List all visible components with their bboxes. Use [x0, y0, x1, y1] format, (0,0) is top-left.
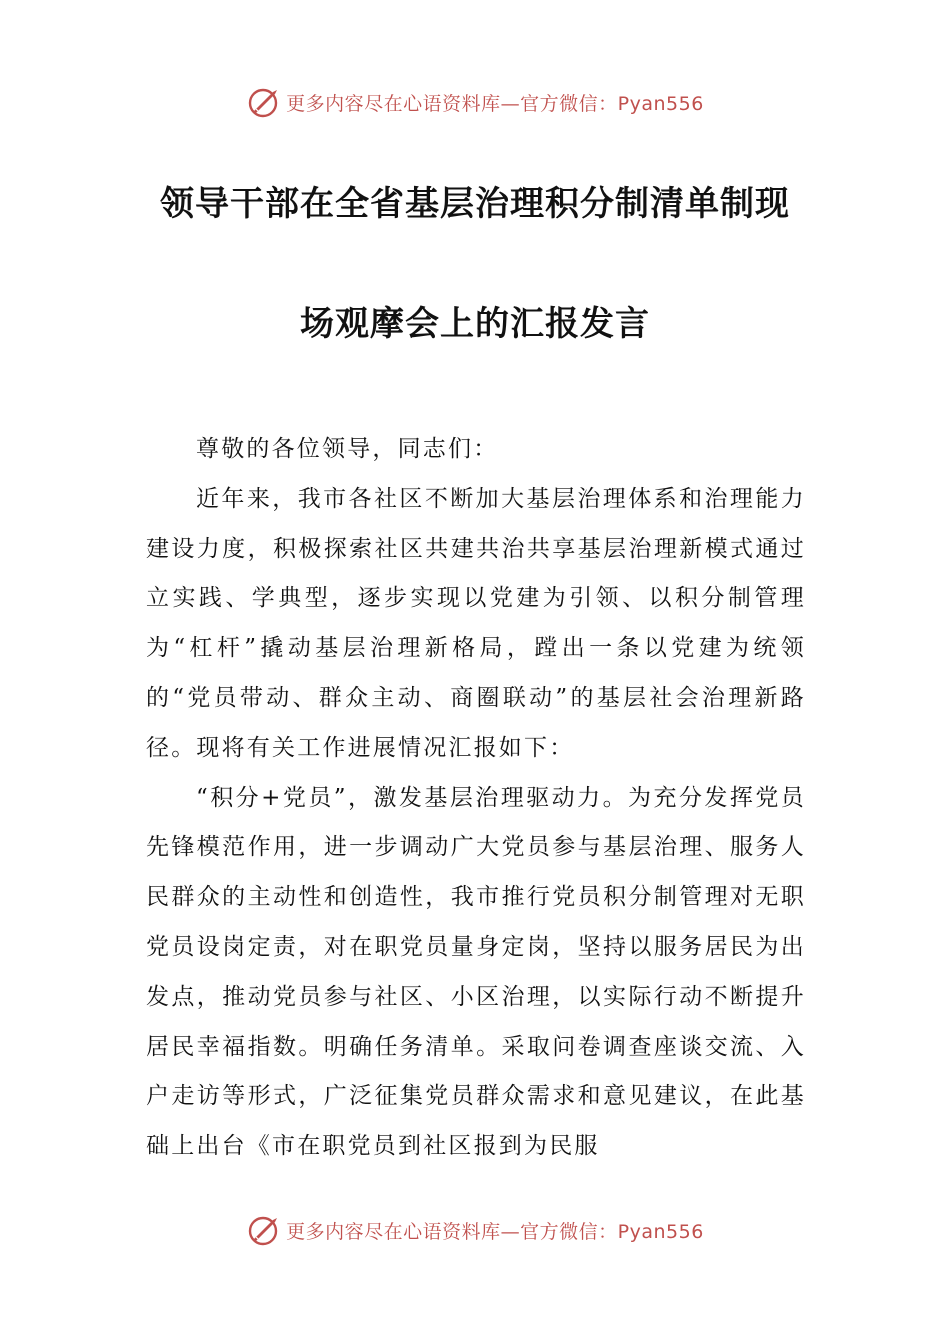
- body-paragraph: “积分+党员”，激发基层治理驱动力。为充分发挥党员先锋模范作用，进一步调动广大党员参与基层治理、服务人民群众的主动性和创造性，我市推行党员积分制管理对无职党员设岗定责，对在职党员量身定岗，坚持以服务居民为出发点，推动党员参与社区、小区治理，以实际行动不断提升居民幸福指数。明确任务清单。采取问卷调查座谈交流、入户走访等形式，广泛征集党员群众需求和意见建议，在此基础上出台《市在职党员到社区报到为民服: [146, 784, 806, 1160]
- watermark-text: [286, 89, 704, 116]
- watermark-banner-top: [0, 82, 950, 122]
- pen-logo-icon: [246, 1212, 282, 1248]
- watermark-wechat-id: Pyan556: [617, 92, 704, 115]
- document-body: [146, 425, 806, 1172]
- watermark-text: [286, 1217, 704, 1244]
- watermark-banner-bottom: [0, 1210, 950, 1250]
- watermark-label: 更多内容尽在心语资料库—官方微信：: [286, 1220, 618, 1243]
- document-title-line-1: 领导干部在全省基层治理积分制清单制现: [160, 184, 790, 224]
- pen-logo-icon: [246, 84, 282, 120]
- watermark-label: 更多内容尽在心语资料库—官方微信：: [286, 92, 618, 115]
- body-paragraph: 近年来，我市各社区不断加大基层治理体系和治理能力建设力度，积极探索社区共建共治共享基层治理新模式通过立实践、学典型，逐步实现以党建为引领、以积分制管理为“杠杆”撬动基层治理新格局，蹚出一条以党建为统领的“党员带动、群众主动、商圈联动”的基层社会治理新路径。现将有关工作进展情况汇报如下：: [146, 485, 806, 761]
- document-title-line-2: 场观摩会上的汇报发言: [300, 304, 650, 344]
- salutation: 尊敬的各位领导，同志们：: [196, 436, 499, 462]
- watermark-wechat-id: Pyan556: [617, 1220, 704, 1243]
